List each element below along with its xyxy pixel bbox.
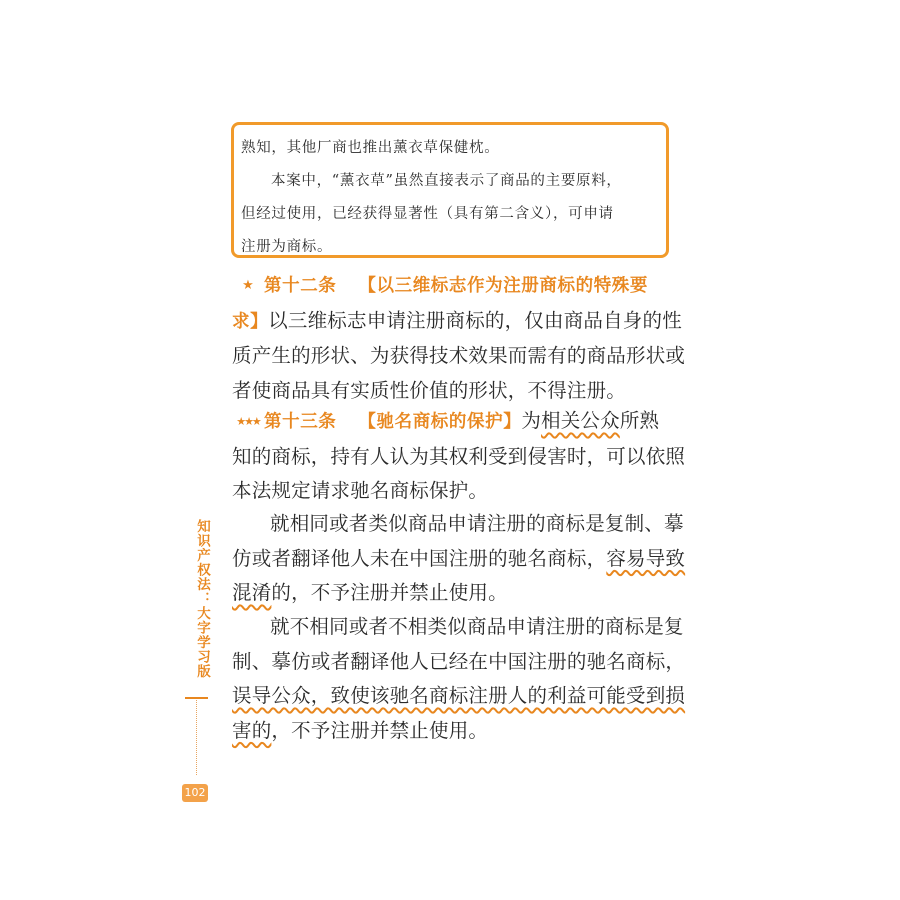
case-box-line: 但经过使用，已经获得显著性（具有第二含义），可申请	[241, 206, 614, 222]
highlighted-term: 误导公众，致使该驰名商标注册人的利益可能受到损	[232, 684, 686, 707]
page-number: 102	[182, 784, 208, 802]
article-13	[232, 404, 686, 509]
article-12-text: 以三维标志申请注册商标的，仅由商品自身的性	[268, 308, 682, 332]
article-13-line-1	[232, 404, 672, 440]
article-13-heading: 【驰名商标的保护】	[358, 412, 522, 432]
article-12-number: 第十二条	[264, 276, 337, 296]
case-box-line: 注册为商标。	[241, 239, 333, 255]
star-icon: ★	[242, 278, 254, 293]
article-12-heading: 【以三维标志作为注册商标的特殊要	[358, 276, 649, 296]
article-12-heading-end: 求】	[232, 311, 269, 332]
article-12	[232, 268, 686, 408]
article-12-text: 者使商品具有实质性价值的形状，不得注册。	[232, 378, 627, 402]
case-example-box	[231, 122, 669, 258]
paragraph-text: 就不相同或者不相类似商品申请注册的商标是复	[270, 615, 684, 638]
article-13-text: 所熟	[619, 409, 660, 432]
paragraph-line	[232, 714, 672, 749]
highlighted-term: 容易导致	[606, 546, 686, 570]
side-dotted-line	[196, 700, 197, 775]
highlighted-term: 相关公众	[541, 409, 620, 432]
case-box-line: 本案中，“薰衣草”虽然直接表示了商品的主要原料，	[271, 173, 622, 189]
highlighted-term: 混淆	[232, 581, 272, 604]
article-13-number: 第十三条	[264, 412, 337, 432]
highlighted-term: 害的	[232, 718, 272, 742]
book-title-vertical: 知识产权法：大字学习版	[194, 519, 210, 679]
article-12-text: 质产生的形状、为获得技术效果而需有的商品形状或	[232, 344, 686, 367]
paragraph-text: ，不予注册并禁止使用。	[271, 718, 489, 742]
paragraph-text: 的，不予注册并禁止使用。	[271, 581, 508, 604]
paragraph-line	[232, 542, 686, 577]
three-stars-icon: ★★★	[236, 415, 260, 428]
article-13-paragraph-3	[232, 610, 686, 748]
article-13-paragraph-2	[232, 507, 686, 611]
article-13-text: 本法规定请求驰名商标保护。	[232, 479, 489, 502]
article-12-line-1	[232, 268, 672, 304]
article-13-text: 知的商标，持有人认为其权利受到侵害时，可以依照	[232, 444, 686, 468]
case-box-line: 熟知，其他厂商也推出薰衣草保健枕。	[241, 140, 500, 156]
article-13-text: 为	[521, 409, 542, 432]
article-12-line-2	[232, 304, 682, 340]
paragraph-text: 就相同或者类似商品申请注册的商标是复制、摹	[270, 512, 684, 535]
paragraph-line	[232, 576, 672, 611]
paragraph-text: 仿或者翻译他人未在中国注册的驰名商标，	[232, 546, 607, 570]
paragraph-text: 制、摹仿或者翻译他人已经在中国注册的驰名商标，	[232, 649, 686, 673]
side-divider	[185, 697, 208, 699]
paragraph-line	[232, 679, 686, 714]
